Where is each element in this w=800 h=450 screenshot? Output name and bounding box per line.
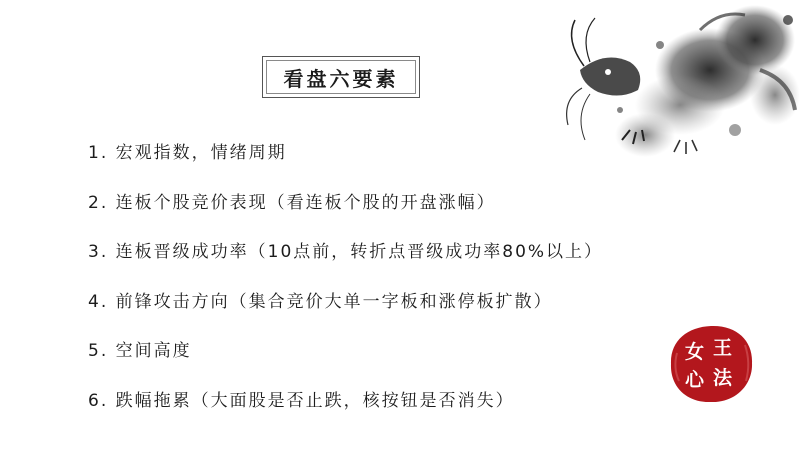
element-list	[88, 138, 603, 435]
seal-shape	[667, 323, 755, 405]
list-item: 3. 连板晋级成功率（10点前，转折点晋级成功率80%以上）	[88, 242, 604, 262]
seal-char: 心	[685, 369, 705, 391]
seal-char: 女	[685, 341, 705, 363]
red-seal-icon	[667, 323, 755, 405]
title-box	[262, 56, 420, 98]
list-item: 4. 前锋攻击方向（集合竞价大单一字板和涨停板扩散）	[88, 291, 553, 312]
list-item: 6. 跌幅拖累（大面股是否止跌，核按钮是否消失）	[88, 390, 515, 411]
seal-char: 法	[713, 367, 733, 389]
list-item: 1. 宏观指数，情绪周期	[88, 143, 287, 163]
seal-char: 王	[713, 337, 733, 359]
list-item: 2. 连板个股竞价表现（看连板个股的开盘涨幅）	[88, 192, 496, 213]
slide-title: 看盘六要素	[283, 66, 399, 91]
list-item: 5. 空间高度	[88, 341, 192, 361]
